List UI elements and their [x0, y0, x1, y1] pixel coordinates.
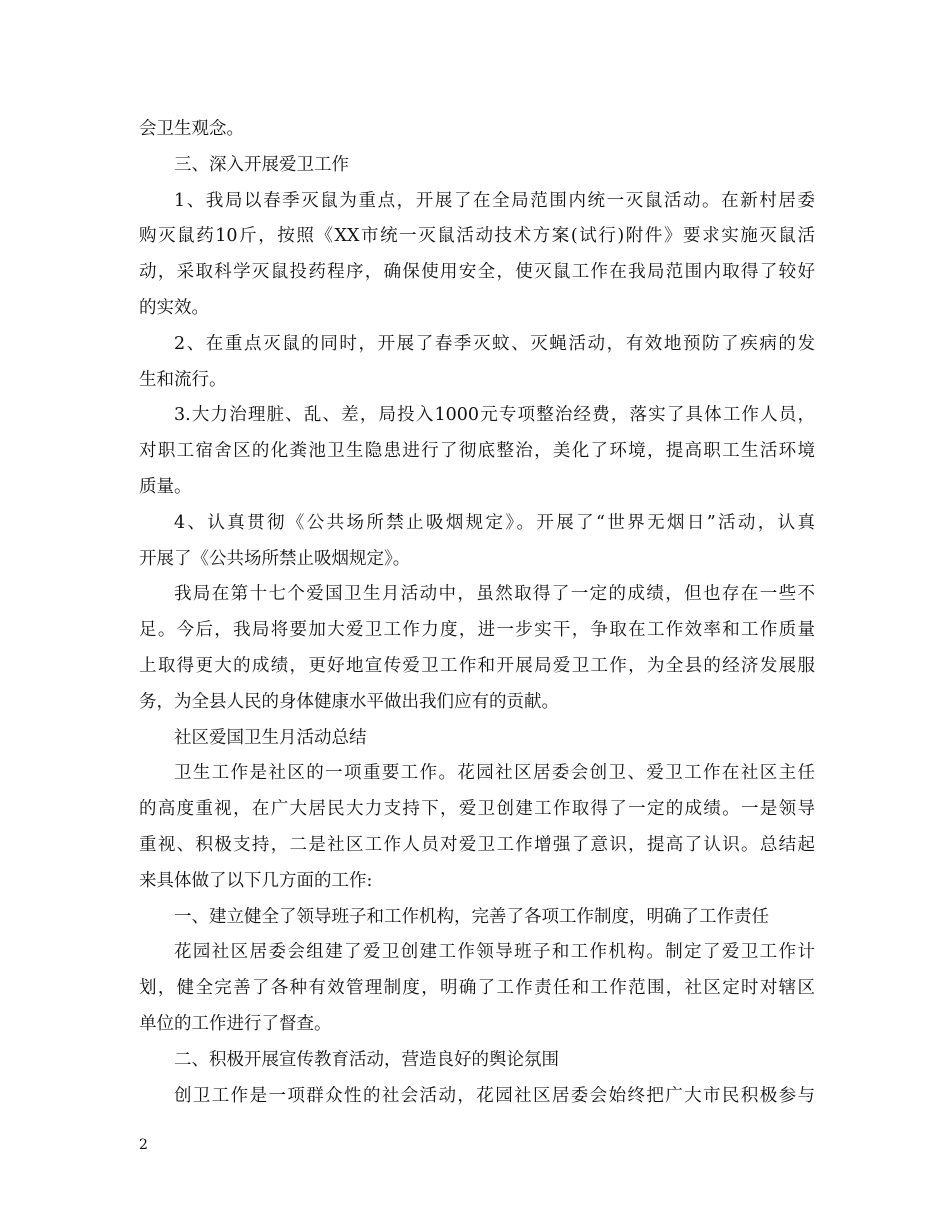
- text-line: 3.大力治理脏、乱、差，局投入1000元专项整治经费，落实了具体工作人员，: [174, 405, 815, 426]
- text-line: 生和流行。: [139, 369, 227, 390]
- text-line: 创卫工作是一项群众性的社会活动，花园社区居委会始终把广大市民积极参与: [174, 1085, 815, 1106]
- text-line: 动，采取科学灭鼠投药程序，确保使用安全，使灭鼠工作在我局范围内取得了较好: [139, 262, 815, 283]
- text-line: 上取得更大的成绩，更好地宣传爱卫工作和开展局爱卫工作，为全县的经济发展服: [139, 655, 815, 676]
- text-line: 来具体做了以下几方面的工作:: [139, 870, 373, 891]
- text-line: 务，为全县人民的身体健康水平做出我们应有的贡献。: [139, 691, 559, 712]
- text-line: 卫生工作是社区的一项重要工作。花园社区居委会创卫、爱卫工作在社区主任: [174, 763, 815, 784]
- text-line: 一、建立健全了领导班子和工作机构，完善了各项工作制度，明确了工作责任: [174, 906, 769, 927]
- text-line: 单位的工作进行了督查。: [139, 1013, 332, 1034]
- text-line: 花园社区居委会组建了爱卫创建工作领导班子和工作机构。制定了爱卫工作计: [174, 942, 815, 963]
- text-line: 购灭鼠药10斤，按照《XX市统一灭鼠活动技术方案(试行)附件》要求实施灭鼠活: [139, 226, 815, 247]
- text-line: 重视、积极支持，二是社区工作人员对爱卫工作增强了意识，提高了认识。总结起: [139, 834, 815, 855]
- text-line: 划，健全完善了各种有效管理制度，明确了工作责任和工作范围，社区定时对辖区: [139, 978, 815, 999]
- text-line: 会卫生观念。: [139, 119, 244, 139]
- text-line: 我局在第十七个爱国卫生月活动中，虽然取得了一定的成绩，但也存在一些不: [174, 584, 815, 605]
- text-line: 三、深入开展爱卫工作: [174, 154, 349, 175]
- text-line: 4、认真贯彻《公共场所禁止吸烟规定》。开展了“世界无烟日”活动，认真: [174, 512, 815, 533]
- text-line: 质量。: [139, 476, 192, 497]
- text-line: 的实效。: [139, 297, 209, 318]
- text-line: 足。今后，我局将要加大爱卫工作力度，进一步实干，争取在工作效率和工作质量: [139, 620, 815, 641]
- document-body: [139, 112, 815, 1114]
- text-line: 2、在重点灭鼠的同时，开展了春季灭蚊、灭蝇活动，有效地预防了疾病的发: [174, 333, 815, 354]
- text-line: 开展了《公共场所禁止吸烟规定》。: [139, 548, 411, 569]
- text-line: 1、我局以春季灭鼠为重点，开展了在全局范围内统一灭鼠活动。在新村居委: [174, 190, 815, 211]
- text-line: 二、积极开展宣传教育活动，营造良好的舆论氛围: [174, 1049, 559, 1070]
- text-line: 社区爱国卫生月活动总结: [174, 727, 367, 748]
- page-number: 2: [139, 1137, 148, 1153]
- text-line: 的高度重视，在广大居民大力支持下，爱卫创建工作取得了一定的成绩。一是领导: [139, 799, 815, 820]
- text-line: 对职工宿舍区的化粪池卫生隐患进行了彻底整治，美化了环境，提高职工生活环境: [139, 441, 815, 462]
